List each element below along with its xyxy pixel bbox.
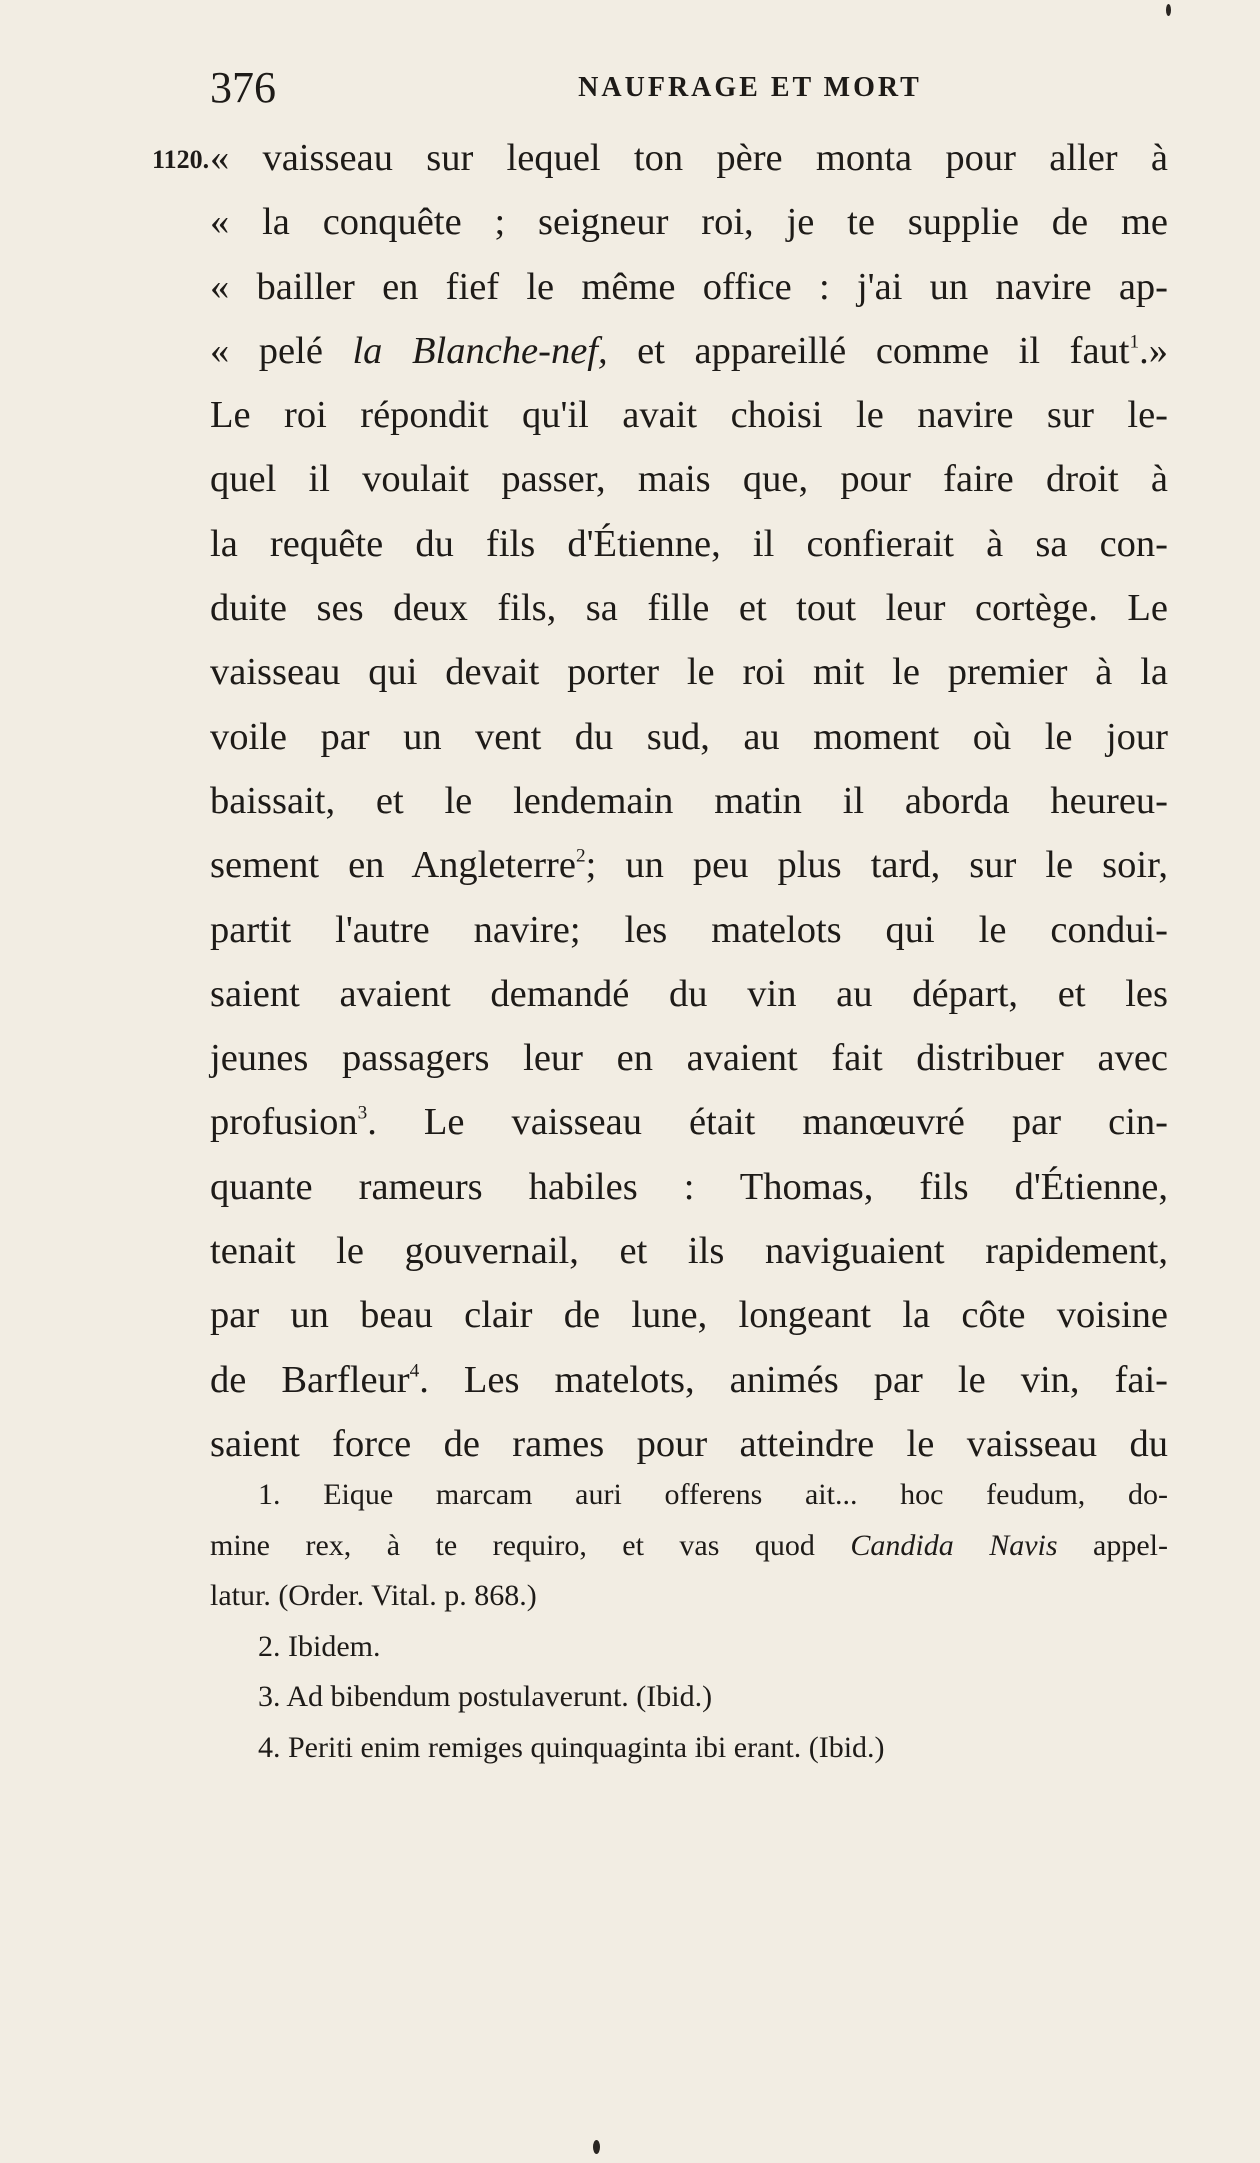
text-line: Le roi répondit qu'il avait choisi le navire sur le- (210, 394, 1168, 437)
footnote-line: mine rex, à te requiro, et vas quod Candida Navis appel- (210, 1528, 1168, 1562)
text-line: saient avaient demandé du vin au départ, et les (210, 972, 1168, 1015)
text-line: la requête du fils d'Étienne, il confierait à sa con- (210, 522, 1168, 565)
footnote-ref: 2 (575, 845, 586, 867)
page-number: 376 (210, 63, 276, 112)
text-line: jeunes passagers leur en avaient fait distribuer avec (210, 1037, 1168, 1080)
text-line: sement en Angleterre$^2$; un peu plus tard, sur le soir, (210, 844, 1168, 887)
paper-speck (593, 2140, 600, 2154)
text-line: partit l'autre navire; les matelots qui le condui- (210, 908, 1168, 951)
footnote-ref: 1 (1129, 331, 1140, 353)
text-line: de Barfleur$^4$. Les matelots, animés par le vin, fai- (210, 1358, 1168, 1401)
body-text (210, 126, 1168, 1476)
text-line: tenait le gouvernail, et ils naviguaient rapidement, (210, 1230, 1168, 1273)
text-line: duite ses deux fils, sa fille et tout leur cortège. Le (210, 587, 1168, 630)
text-line: par un beau clair de lune, longeant la côte voisine (210, 1294, 1168, 1337)
footnote-line: latur. (Order. Vital. p. 868.) (210, 1579, 537, 1612)
text-line: « la conquête ; seigneur roi, je te supplie de me (210, 201, 1168, 244)
text-line: « pelé la Blanche-nef, et appareillé comme il faut$^1$.» (210, 329, 1168, 372)
text-line: « bailler en fief le même office : j'ai un navire ap- (210, 265, 1168, 308)
text-line: saient force de rames pour atteindre le vaisseau du (210, 1422, 1168, 1465)
text-line: quel il voulait passer, mais que, pour faire droit à (210, 458, 1168, 501)
running-title: NAUFRAGE ET MORT (578, 72, 922, 103)
text-line: profusion$^3$. Le vaisseau était manœuvré par cin- (210, 1101, 1168, 1144)
footnotes (210, 1470, 1168, 1773)
footnote-line: 1. Eique marcam auri offerens ait... hoc feudum, do- (258, 1478, 1168, 1511)
footnote-ref: 3 (357, 1103, 368, 1125)
footnote-line: 3. Ad bibendum postulaverunt. (Ibid.) (258, 1680, 713, 1713)
margin-year: 1120. (152, 145, 210, 174)
text-line: vaisseau qui devait porter le roi mit le premier à la (210, 651, 1168, 694)
text-line: voile par un vent du sud, au moment où le jour (210, 715, 1168, 758)
footnote-line: 2. Ibidem. (258, 1629, 381, 1663)
text-line: quante rameurs habiles : Thomas, fils d'Étienne, (210, 1165, 1168, 1208)
page-header (210, 58, 1170, 118)
text-line: baissait, et le lendemain matin il aborda heureu- (210, 779, 1168, 822)
text-line: « vaisseau sur lequel ton père monta pour aller à (210, 137, 1168, 179)
footnote-ref: 4 (409, 1360, 420, 1382)
italic-text: la Blanche-nef, (352, 329, 608, 372)
footnote-line: 4. Periti enim remiges quinquaginta ibi erant. (Ibid.) (258, 1730, 885, 1764)
italic-text: Candida Navis (850, 1528, 1058, 1562)
paper-speck (1166, 4, 1171, 16)
